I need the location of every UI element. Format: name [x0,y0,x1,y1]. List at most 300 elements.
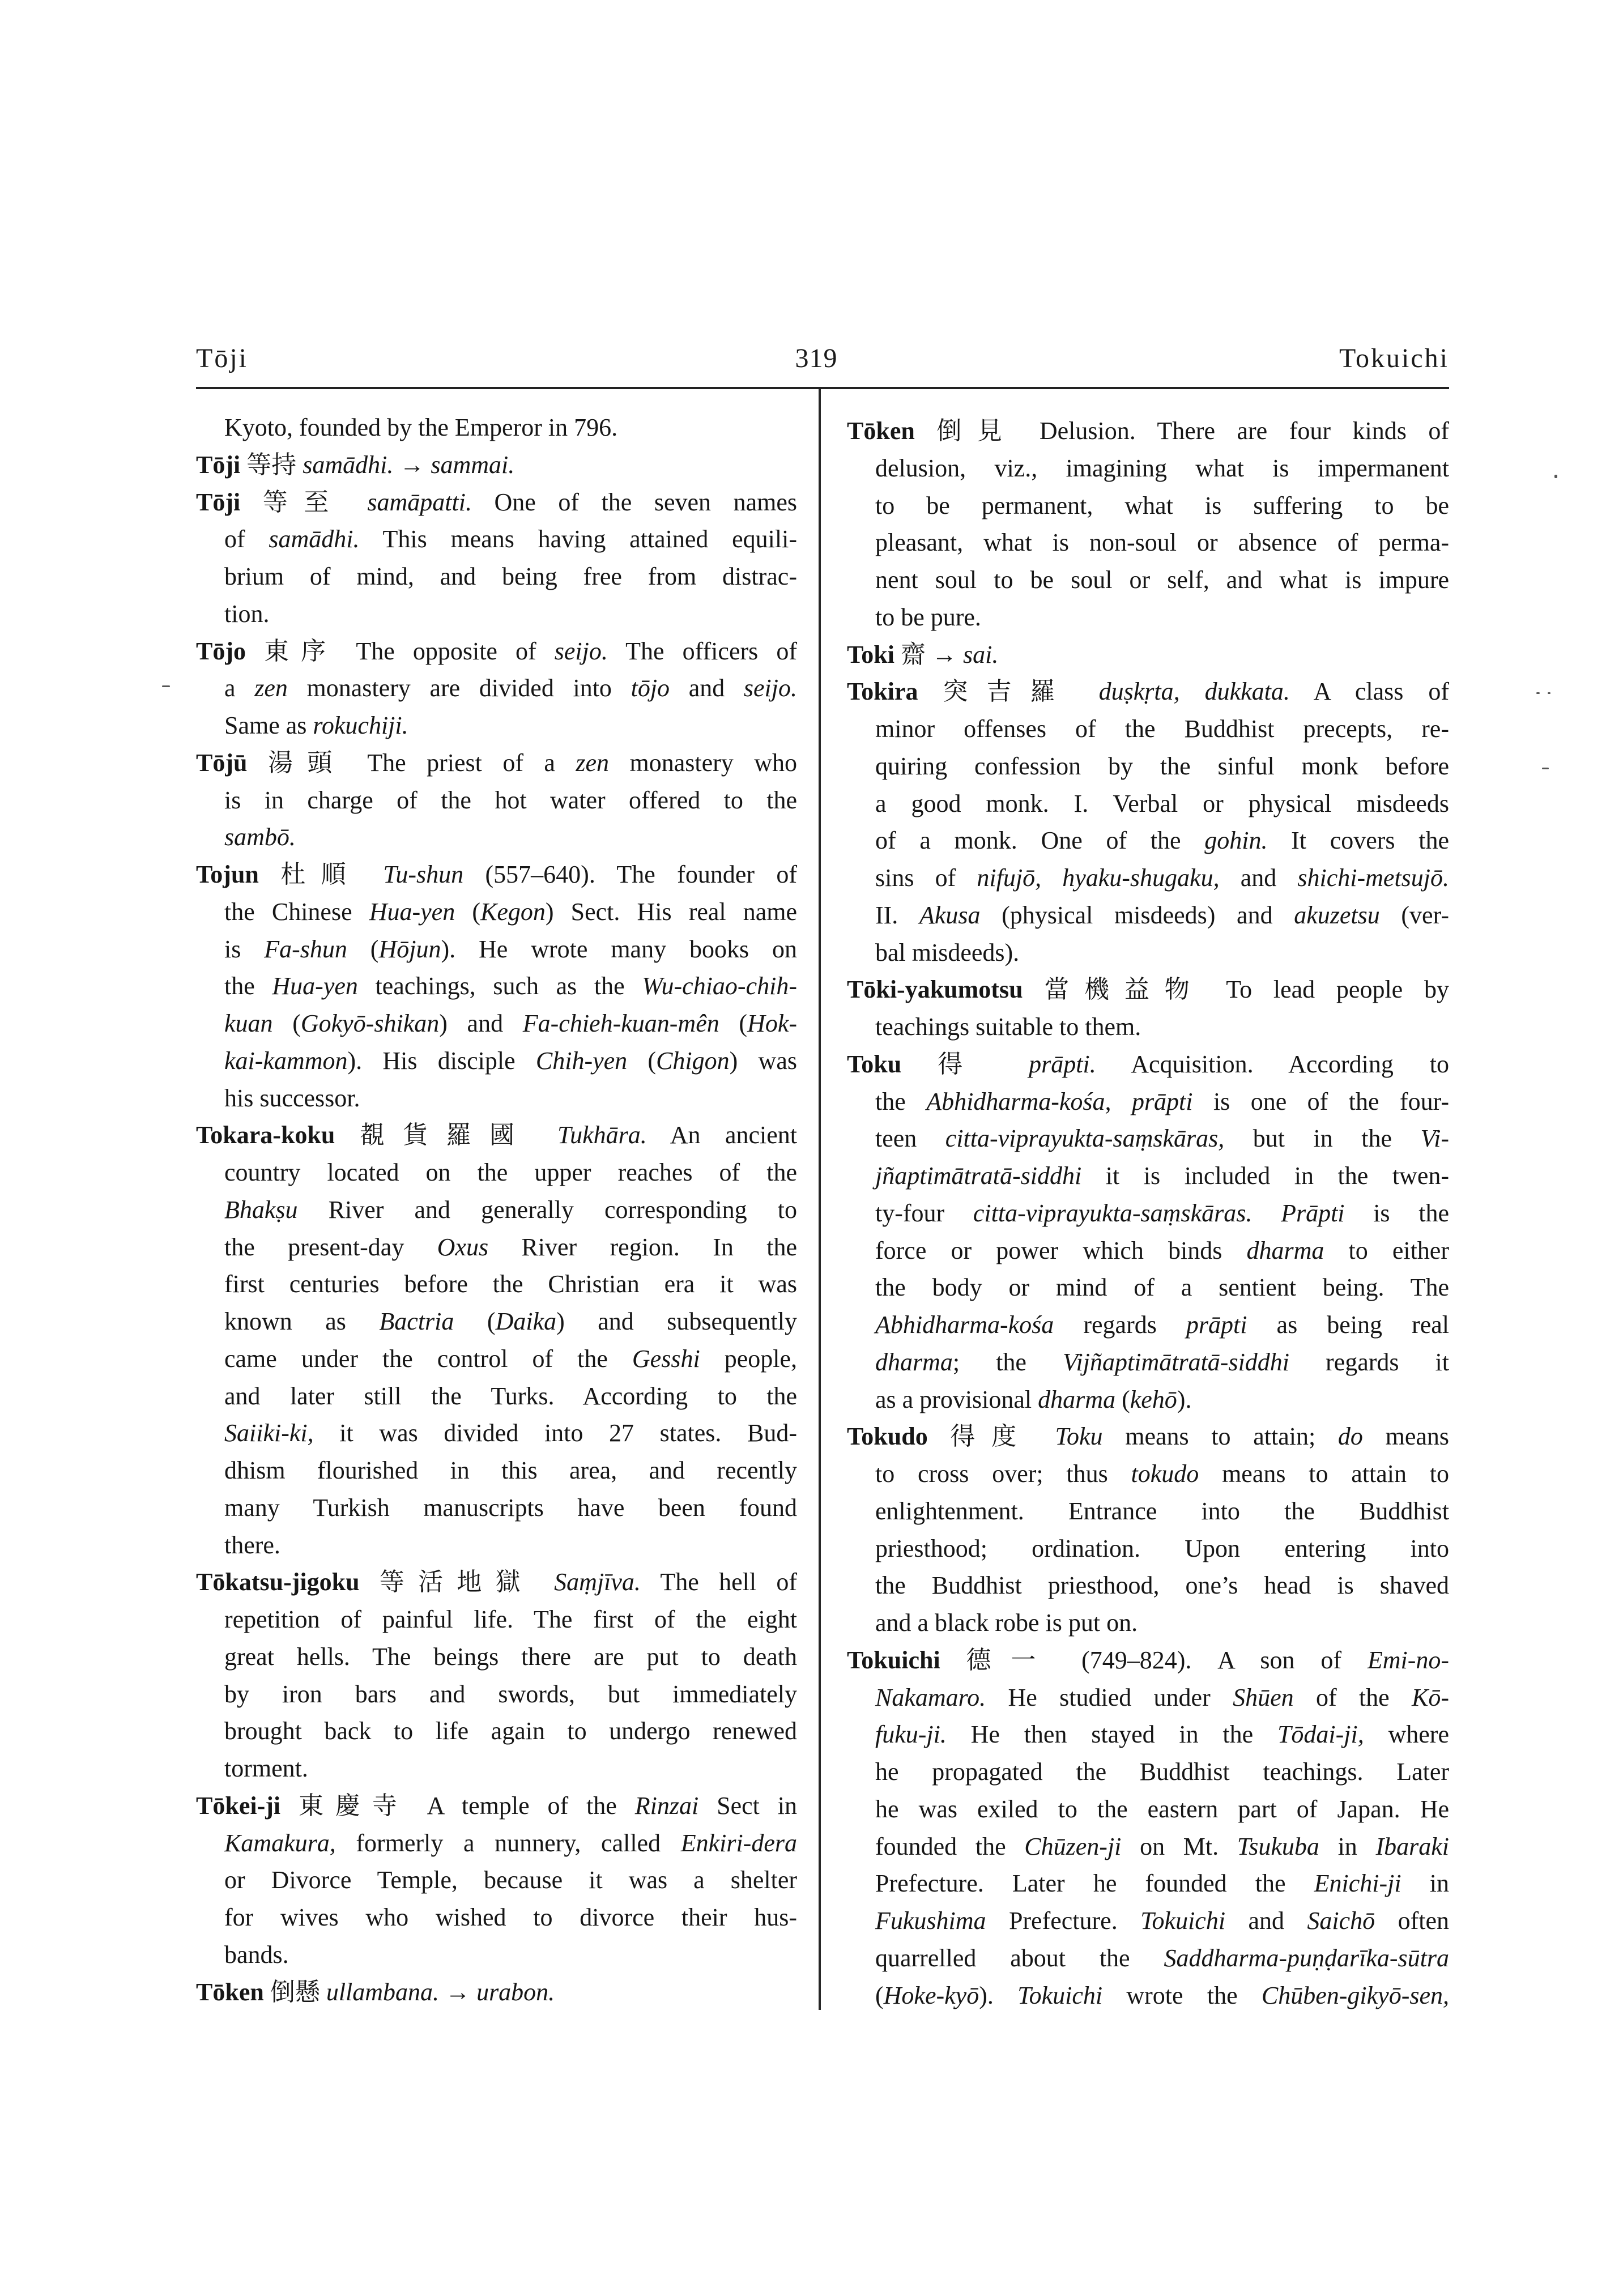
italic-term: samāpatti. [367,488,472,516]
entry-text-line [847,450,1449,487]
text-run: many Turkish manuscripts have been found [224,1493,797,1522]
entry-headline [196,856,797,893]
text-run [1252,1199,1281,1227]
italic-term: Abhidharma-kośa, [926,1087,1111,1115]
entry-text-line [847,1679,1449,1716]
text-run: for wives who wished to divorce their hus- [224,1903,797,1931]
entry-headline [196,484,797,521]
text-run: The hell of [640,1568,797,1596]
italic-term: Fa-chieh-kuan-mên [522,1009,719,1037]
text-run: (557–640). The founder of [463,861,798,888]
italic-term: Tokuichi [1017,1981,1103,2009]
text-run: means to attain; [1102,1422,1338,1451]
entry-text-line [847,1902,1449,1940]
text-run: priesthood; ordination. Upon entering into [875,1534,1449,1562]
headword: Tokuichi [847,1646,940,1674]
dictionary-entry [196,1564,797,1787]
text-run: River region. In the [488,1233,797,1261]
italic-term: Emi-no- [1367,1646,1449,1674]
entry-text-line [196,707,797,744]
text-run: River and generally corresponding to [297,1195,797,1224]
italic-term: prāpti. [1029,1050,1096,1078]
text-run: nent soul to be soul or self, and what is impure [875,566,1449,594]
dictionary-entry [196,744,797,856]
entry-text-line [196,1378,797,1415]
dictionary-entry [847,412,1449,636]
text-run: II. [875,901,919,929]
entry-headline [196,1117,797,1154]
text-run: ) and [439,1009,523,1037]
text-run: quarrelled about the [875,1944,1164,1972]
text-run: in [1319,1832,1376,1860]
dictionary-entry [847,1642,1449,2014]
text-run: there. [224,1531,280,1559]
entry-text-line [196,558,797,595]
text-run: He studied under [986,1683,1233,1711]
italic-term: Bhakṣu [224,1195,298,1224]
text-run: 東序 The opposite of [246,637,555,665]
entry-text-line [847,1791,1449,1828]
text-run: → [393,450,431,479]
italic-term: Ibaraki [1375,1832,1449,1860]
italic-term: Chih-yen [535,1046,628,1075]
text-run: force or power which binds [875,1236,1247,1264]
italic-term: jñaptimātratā-siddhi [875,1162,1082,1190]
entry-text-line [847,1008,1449,1046]
italic-term: sammai. [431,450,515,479]
text-run: 等至 [240,488,368,516]
headword: Tōjū [196,748,248,777]
entry-text-line [847,859,1449,897]
italic-term: do [1337,1422,1363,1451]
scan-mark [1554,475,1557,478]
text-run: ). His disciple [347,1046,536,1075]
entry-text-line [847,748,1449,785]
text-run: to either [1324,1236,1449,1264]
entry-text-line [196,670,797,707]
dictionary-entry [847,673,1449,971]
italic-term: sambō. [224,823,296,851]
entry-text-line [847,897,1449,934]
entry-text-line [196,1042,797,1080]
text-run: Prefecture. Later he founded the [875,1869,1314,1898]
italic-term: hyaku-shugaku, [1062,864,1220,892]
entry-text-line [847,1828,1449,1865]
text-run: or Divorce Temple, because it was a shelter [224,1866,797,1894]
headword: Tokara-koku [196,1121,335,1149]
entry-text-line [847,1753,1449,1791]
italic-term: Fa-shun [264,935,347,963]
italic-term: akuzetsu [1294,901,1380,929]
entry-text-line [847,599,1449,636]
italic-term: Kamakura, [224,1829,336,1857]
text-run: ). [979,1981,1018,2009]
text-run: brought back to life again to undergo renewed [224,1717,797,1745]
headword: Tōjo [196,637,246,665]
text-run: is the [1344,1199,1450,1227]
text-run: teen [875,1124,945,1153]
italic-term: nifujō, [977,864,1042,892]
text-run: ( [347,935,379,963]
entry-headline [847,673,1449,710]
dictionary-entry [196,633,797,744]
text-run: delusion, viz., imagining what is impermanent [875,454,1449,482]
entry-text-line [196,1676,797,1713]
italic-term: sai. [963,640,999,668]
entry-text-line [196,931,797,968]
text-run: but in the [1224,1124,1421,1153]
italic-term: Tōdai-ji, [1277,1720,1364,1749]
italic-term: Kegon [480,897,546,926]
text-run: the Chinese [224,897,369,926]
entry-text-line [847,822,1449,859]
entry-text-line [847,1940,1449,1977]
italic-term: Hōjun [378,935,441,963]
italic-term: zen [254,674,288,702]
text-run: he propagated the Buddhist teachings. Later [875,1758,1449,1786]
text-run: and later still the Turks. According to the [224,1382,797,1410]
text-run: the body or mind of a sentient being. The [875,1273,1449,1302]
text-run: great hells. The beings there are put to death [224,1642,797,1671]
text-run: pleasant, what is non-soul or absence of perma- [875,529,1449,557]
dictionary-entry [196,856,797,1117]
italic-term: Gesshi [632,1344,700,1373]
italic-term: samādhi. [269,525,360,553]
text-run: ; the [952,1348,1063,1376]
entry-headline [847,971,1449,1008]
entry-headline [196,1564,797,1601]
italic-term: Tsukuba [1237,1832,1319,1860]
italic-term: kuan [224,1009,273,1037]
entry-text-line [196,409,797,446]
headword: Tōki-yakumotsu [847,976,1023,1004]
italic-term: Prāpti [1281,1199,1345,1227]
text-run: to cross over; thus [875,1460,1131,1488]
text-run: to be pure. [875,603,981,631]
text-run: bal misdeeds). [875,938,1020,966]
text-run: Prefecture. [986,1907,1141,1935]
text-run: ) Sect. His real name [545,897,798,926]
text-run: monastery who [609,748,797,777]
entry-text-line [847,785,1449,823]
entry-text-line [196,1601,797,1638]
text-run: people, [700,1344,797,1373]
headword: Tōji [196,488,241,516]
text-run: quiring confession by the sinful monk before [875,752,1449,780]
italic-term: Toku [1055,1422,1103,1451]
entry-text-line [196,1005,797,1042]
italic-term: Nakamaro. [875,1683,986,1711]
text-run: to be permanent, what is suffering to be [875,491,1449,519]
entry-text-line [196,893,797,931]
italic-term: Hok- [747,1009,798,1037]
entry-text-line [847,487,1449,525]
entry-headline [847,1642,1449,1679]
entry-text-line [847,1120,1449,1157]
text-run: ( [875,1981,884,2009]
entry-headline [847,1046,1449,1083]
text-run: of the [1293,1683,1412,1711]
entry-text-line [847,1195,1449,1232]
italic-term: Enichi-ji [1314,1869,1402,1898]
italic-term: Tu-shun [383,861,464,888]
dictionary-entry [847,1046,1449,1419]
italic-term: Saddharma-puṇḍarīka-sūtra [1164,1944,1449,1972]
italic-term: Rinzai [634,1791,699,1820]
text-run: by iron bars and swords, but immediately [224,1680,797,1708]
text-run: of a monk. One of the [875,827,1205,855]
entry-text-line [196,1415,797,1452]
text-run: regards it [1289,1348,1450,1376]
entry-text-line [847,524,1449,561]
italic-term: Saichō [1307,1907,1375,1935]
text-run: and a black robe is put on. [875,1609,1138,1637]
headword: Tōkatsu-jigoku [196,1568,360,1596]
text-run: ( [455,897,480,926]
text-run: dhism flourished in this area, and recently [224,1456,797,1484]
italic-term: seijo. [743,674,798,702]
headword: Tojun [196,861,259,888]
italic-term: Saiiki-ki, [224,1419,314,1447]
entry-text-line [196,595,797,633]
text-run: as a provisional [875,1385,1038,1413]
entry-text-line [196,1080,797,1117]
entry-headline [847,1418,1449,1455]
text-run: as being real [1247,1311,1449,1339]
headword: Tōken [847,417,915,445]
entry-text-line [196,819,797,856]
text-run: It covers the [1267,827,1449,855]
text-run: tion. [224,599,270,628]
text-run: founded the [875,1832,1025,1860]
entry-text-line [196,1527,797,1564]
text-run: ( [719,1009,748,1037]
entry-headline [196,1787,797,1825]
entry-text-line [847,1716,1449,1753]
text-run: country located on the upper reaches of the [224,1158,797,1186]
dictionary-entry [196,446,797,484]
italic-term: prāpti [1131,1087,1193,1115]
entry-text-line [847,1865,1449,1902]
right-column [847,412,1449,2014]
entry-text-line [196,1861,797,1899]
text-run: The officers of [607,637,797,665]
italic-term: shichi-metsujō. [1297,864,1450,892]
dictionary-entry [196,1974,797,2011]
entry-text-line [847,1977,1449,2014]
entry-text-line [196,1750,797,1787]
entry-headline [196,633,797,670]
italic-term: Akusa [919,901,981,929]
text-run: regards [1054,1311,1186,1339]
text-run: 等持 [240,450,303,479]
text-run: he was exiled to the eastern part of Japan. He [875,1795,1449,1823]
entry-text-line [847,1567,1449,1604]
entry-headline [847,412,1449,450]
text-run: torment. [224,1754,308,1782]
text-run: is [224,935,265,963]
header-rule [196,387,1449,389]
text-run: This means having attained equili- [359,525,797,553]
italic-term: Hua-yen [272,972,358,1000]
entry-text-line [196,782,797,819]
italic-term: duṣkṛta, [1098,678,1180,706]
italic-term: Vi- [1420,1124,1449,1153]
text-run: ). [1177,1385,1192,1413]
italic-term: Enkiri-dera [680,1829,797,1857]
entry-text-line [196,1899,797,1936]
text-run: a [224,674,255,702]
text-run: Sect in [698,1791,797,1820]
entry-text-line [847,1269,1449,1306]
text-run [1111,1088,1132,1115]
text-run: ) was [729,1046,797,1075]
italic-term: Hoke-kyō [883,1981,979,2009]
italic-term: Chūzen-ji [1024,1832,1122,1860]
text-run: He then stayed in the [946,1720,1277,1749]
entry-text-line [847,1232,1449,1270]
running-head-left: Tōji [196,343,248,373]
italic-term: Gokyō-shikan [300,1009,440,1037]
left-column [196,409,797,2010]
entry-text-line [196,1154,797,1191]
text-run: enlightenment. Entrance into the Buddhist [875,1497,1449,1525]
text-run: of [224,525,269,553]
text-run: his successor. [224,1084,360,1112]
italic-term: Kō- [1412,1683,1450,1711]
text-run [1180,678,1205,705]
entry-text-line [847,1157,1449,1195]
text-run: 杜順 [258,861,384,888]
text-run: ) and subsequently [556,1307,798,1335]
italic-term: gohin. [1204,827,1268,855]
entry-text-line [196,1452,797,1489]
entry-text-line [847,1493,1449,1530]
text-run: 湯頭 The priest of a [247,748,576,777]
headword: Tōken [196,1978,264,2006]
dictionary-entry [847,636,1449,674]
italic-term: Vijñaptimātratā-siddhi [1062,1348,1290,1376]
text-run: and [1225,1907,1307,1935]
italic-term: Daika [495,1307,557,1335]
text-run: → [439,1978,477,2006]
dictionary-entry [196,1787,797,1974]
text-run: Same as [224,712,313,739]
text-run: monastery are divided into [287,674,631,702]
text-run: 得 [901,1050,1029,1078]
text-run: (ver- [1379,901,1449,929]
text-run: An ancient [646,1121,798,1149]
entry-text-line [196,1713,797,1750]
entry-headline [847,636,1449,674]
text-run: it was divided into 27 states. Bud- [313,1419,797,1447]
italic-term: Abhidharma-kośa [875,1311,1054,1339]
italic-term: fuku-ji. [875,1720,947,1749]
text-run: 得度 [927,1422,1055,1451]
scan-mark [162,685,170,687]
italic-term: seijo. [554,637,608,665]
text-run: the [875,1087,927,1115]
italic-term: dharma [875,1348,953,1376]
text-run: 當機益物 To lead people by [1023,976,1449,1004]
text-run: repetition of painful life. The first of the eight [224,1605,797,1633]
italic-term: kehō [1130,1385,1177,1413]
entry-text-line [847,710,1449,748]
italic-term: Bactria [379,1307,454,1335]
headword: Toki [847,640,895,668]
text-run: 倒見 Delusion. There are four kinds of [914,417,1449,445]
headword: Tokira [847,678,918,706]
dictionary-entry [196,484,797,633]
italic-term: kai-kammon [224,1046,348,1075]
text-run: and [670,674,744,702]
italic-term: dharma [1246,1236,1324,1264]
text-run: ( [627,1046,657,1075]
entry-text-line [196,1936,797,1974]
dictionary-entry [847,1418,1449,1642]
text-run: teachings, such as the [357,972,642,1000]
text-run: 覩貨羅國 [335,1121,558,1149]
text-run: minor offenses of the Buddhist precepts, re- [875,715,1449,743]
italic-term: zen [576,748,610,777]
italic-term: tōjo [631,674,670,702]
text-run [1041,864,1062,892]
italic-term: dharma [1038,1385,1116,1413]
italic-term: rokuchiji. [313,712,408,739]
text-run: 齋 → [894,640,964,668]
text-run: the Buddhist priesthood, one’s head is shaved [875,1571,1449,1600]
entry-text-line [196,1191,797,1229]
entry-text-line [847,1604,1449,1642]
entry-headline [196,446,797,484]
entry-text-line [196,1638,797,1676]
text-run: means to attain to [1199,1460,1450,1488]
text-run: bands. [224,1940,289,1969]
headword: Tōji [196,450,241,479]
text-run: brium of mind, and being free from distrac- [224,563,797,590]
text-run: 等活地獄 [359,1568,555,1596]
dictionary-entry [196,409,797,446]
italic-term: citta-viprayukta-saṃskāras, [945,1124,1225,1153]
italic-term: Chūben-gikyō-sen, [1261,1981,1449,2009]
italic-term: Wu-chiao-chih- [642,972,797,1000]
italic-term: Chigon [656,1046,730,1075]
entry-text-line [847,1344,1449,1381]
entry-text-line [196,1303,797,1340]
text-run: a good monk. I. Verbal or physical misdeeds [875,789,1449,817]
entry-text-line [847,1381,1449,1419]
dictionary-entry [847,971,1449,1046]
scan-mark [1542,768,1549,769]
running-head-right: Tokuichi [1339,343,1449,373]
italic-term: citta-viprayukta-saṃskāras. [973,1199,1253,1227]
italic-term: Fukushima [875,1907,986,1935]
text-run: often [1375,1907,1449,1935]
italic-term: urabon. [476,1978,555,2006]
entry-text-line [196,521,797,558]
entry-headline [196,744,797,782]
text-run: the present-day [224,1233,437,1261]
text-run: ( [1115,1385,1130,1413]
text-run: ( [272,1009,301,1037]
italic-term: Oxus [437,1233,489,1261]
italic-term: Shūen [1233,1683,1294,1711]
dictionary-entry [196,1117,797,1564]
entry-text-line [847,1530,1449,1567]
text-run: 東慶寺 A temple of the [280,1791,635,1820]
text-run: first centuries before the Christian era it was [224,1270,797,1298]
entry-text-line [847,934,1449,972]
